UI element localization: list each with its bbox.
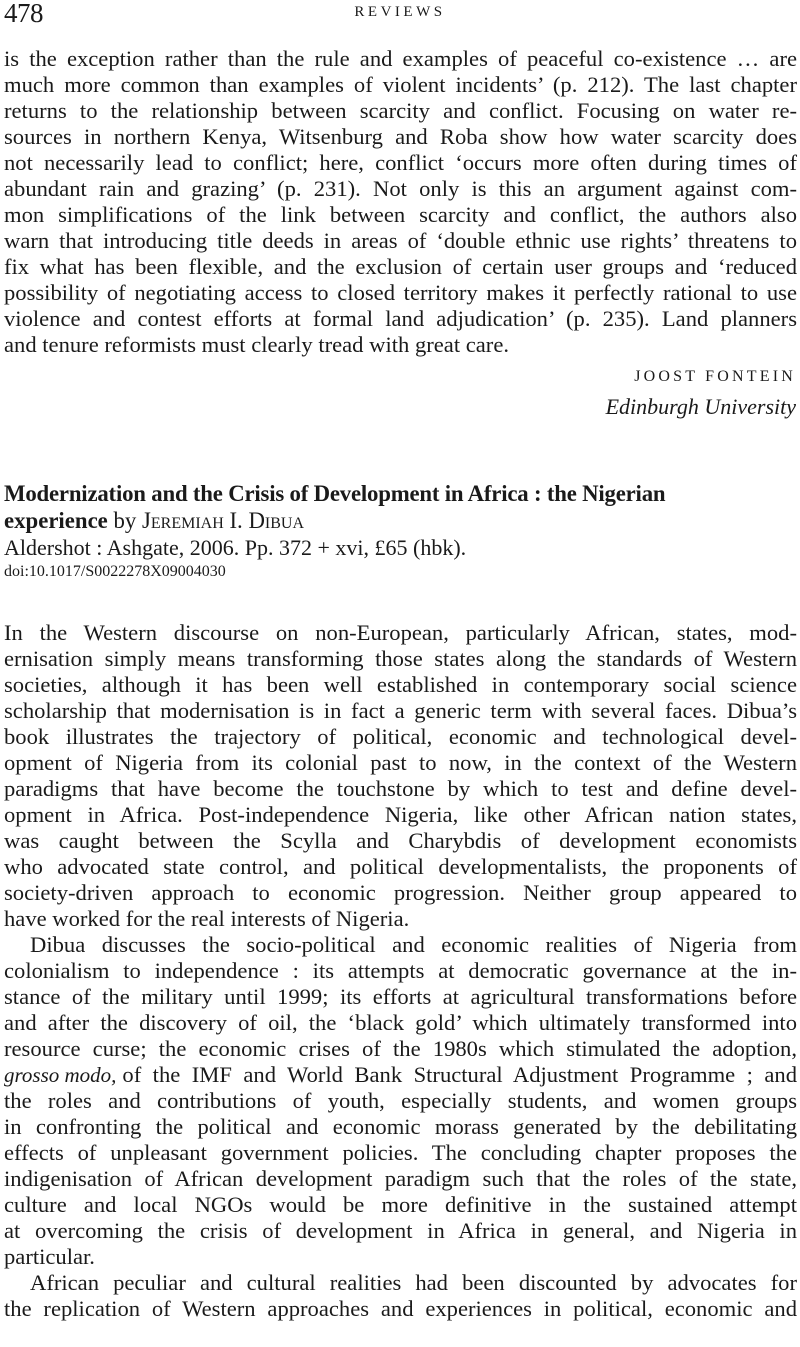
- doi[interactable]: doi:10.1017/S0022278X09004030: [4, 563, 226, 580]
- text-line: opment of Nigeria from its colonial past to now, in the context of the Western: [4, 750, 797, 775]
- text-line-with-italic: [4, 1062, 797, 1088]
- book-title: Modernization and the Crisis of Development in Africa : the Nigerian: [4, 481, 666, 506]
- text-line: scholarship that modernisation is in fact a generic term with several faces. Dibua’s: [4, 698, 797, 723]
- text-line: stance of the military until 1999; its efforts at agricultural transformations before: [4, 984, 797, 1009]
- text-line: have worked for the real interests of Nigeria.: [4, 906, 410, 931]
- text-line: societies, although it has been well established in contemporary social science: [4, 672, 797, 697]
- text-line: at overcoming the crisis of development in Africa in general, and Nigeria in: [4, 1218, 797, 1243]
- text-line: fix what has been flexible, and the exclusion of certain user groups and ‘reduced: [4, 254, 797, 279]
- text-line: indigenisation of African development paradigm such that the roles of the state,: [4, 1166, 797, 1191]
- text-line: is the exception rather than the rule and examples of peaceful co-existence … are: [4, 46, 797, 71]
- text-line: particular.: [4, 1244, 95, 1269]
- text-line: abundant rain and grazing’ (p. 231). Not only is this an argument against com-: [4, 176, 797, 201]
- book-title-continued: experience: [4, 508, 108, 533]
- page-number: 478: [4, 0, 43, 28]
- text-line: and after the discovery of oil, the ‘black gold’ which ultimately transformed into: [4, 1010, 797, 1035]
- text-line: returns to the relationship between scarcity and conflict. Focusing on water re-: [4, 98, 797, 123]
- text-line: resource curse; the economic crises of the 1980s which stimulated the adoption,: [4, 1036, 797, 1061]
- by-label: by: [113, 508, 137, 533]
- text-line: book illustrates the trajectory of political, economic and technological devel-: [4, 724, 797, 749]
- text-line: culture and local NGOs would be more definitive in the sustained attempt: [4, 1192, 797, 1217]
- text-line: much more common than examples of violent incidents’ (p. 212). The last chapter: [4, 72, 797, 97]
- text-line: colonialism to independence : its attempts at democratic governance at the in-: [4, 958, 797, 983]
- book-title-author-line: [4, 508, 304, 534]
- publication-info: Aldershot : Ashgate, 2006. Pp. 372 + xvi, £65 (hbk).: [4, 535, 467, 560]
- text-line: who advocated state control, and political developmentalists, the proponents of: [4, 854, 797, 879]
- text-line: the replication of Western approaches and experiences in political, economic and: [4, 1296, 797, 1321]
- book-author: Jeremiah I. Dibua: [142, 508, 305, 533]
- text-line: Dibua discusses the socio-political and economic realities of Nigeria from: [30, 932, 797, 957]
- reviewer-name: JOOST FONTEIN: [634, 368, 796, 385]
- italic-phrase: grosso modo,: [4, 1063, 117, 1087]
- text-line: In the Western discourse on non-European, particularly African, states, mod-: [4, 620, 797, 645]
- text-line: was caught between the Scylla and Charybdis of development economists: [4, 828, 797, 853]
- text-line: in confronting the political and economic morass generated by the debilitating: [4, 1114, 797, 1139]
- text-line: society-driven approach to economic progression. Neither group appeared to: [4, 880, 797, 905]
- text-line: the roles and contributions of youth, especially students, and women groups: [4, 1088, 797, 1113]
- text-line: paradigms that have become the touchstone by which to test and define devel-: [4, 776, 797, 801]
- text-line: sources in northern Kenya, Witsenburg and Roba show how water scarcity does: [4, 124, 797, 149]
- text-line-rest: of the IMF and World Bank Structural Adjustment Programme ; and: [122, 1062, 797, 1087]
- running-head: REVIEWS: [354, 4, 446, 20]
- text-line: mon simplifications of the link between scarcity and conflict, the authors also: [4, 202, 797, 227]
- text-line: African peculiar and cultural realities had been discounted by advocates for: [30, 1270, 797, 1295]
- text-line: possibility of negotiating access to closed territory makes it perfectly rational to use: [4, 280, 797, 305]
- text-line: violence and contest efforts at formal land adjudication’ (p. 235). Land planners: [4, 306, 797, 331]
- text-line: warn that introducing title deeds in areas of ‘double ethnic use rights’ threatens to: [4, 228, 797, 253]
- text-line: effects of unpleasant government policies. The concluding chapter proposes the: [4, 1140, 797, 1165]
- reviewer-institution: Edinburgh University: [605, 394, 796, 419]
- text-line: ernisation simply means transforming those states along the standards of Western: [4, 646, 797, 671]
- text-line: not necessarily lead to conflict; here, conflict ‘occurs more often during times of: [4, 150, 797, 175]
- text-line: opment in Africa. Post-independence Nigeria, like other African nation states,: [4, 802, 797, 827]
- text-line: and tenure reformists must clearly tread with great care.: [4, 332, 510, 357]
